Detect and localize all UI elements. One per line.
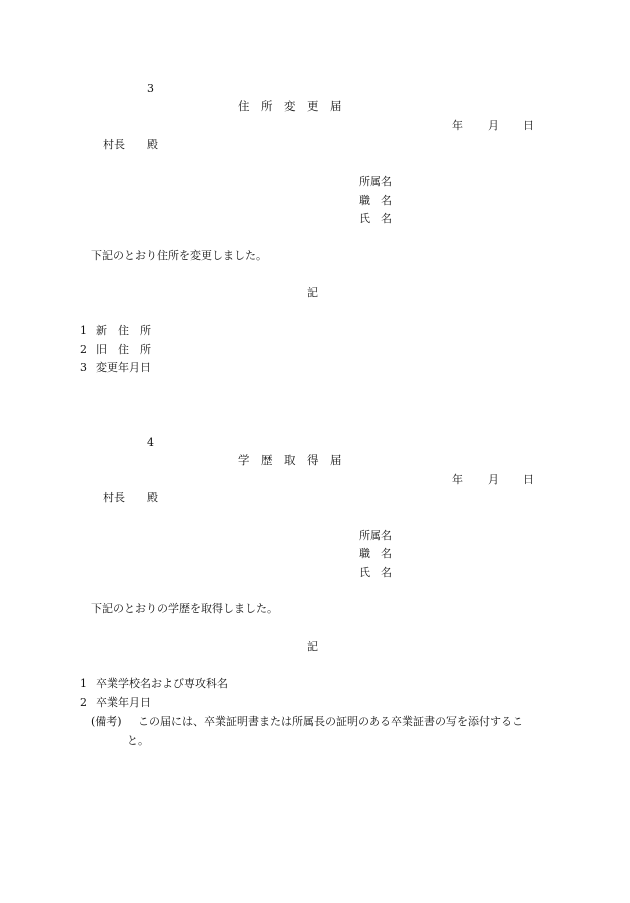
signature-position: 職 名	[359, 194, 392, 207]
date-year: 年	[452, 473, 463, 486]
addressee: 村長 殿	[103, 491, 158, 504]
form-title: 学 歴 取 得 届	[238, 453, 342, 467]
remarks-label: (備考)	[91, 715, 122, 728]
date-day: 日	[523, 119, 534, 132]
signature-affiliation: 所属名	[359, 529, 392, 542]
item-label: 旧 住 所	[96, 343, 151, 356]
form-number: 4	[147, 436, 154, 449]
form-title: 住 所 変 更 届	[238, 99, 342, 113]
date-day: 日	[523, 473, 534, 486]
item-label: 変更年月日	[96, 361, 151, 374]
form-number: 3	[147, 82, 154, 95]
signature-name: 氏 名	[359, 566, 392, 579]
item-label: 卒業年月日	[96, 696, 151, 709]
item-label: 卒業学校名および専攻科名	[96, 677, 228, 690]
item-number: 1	[80, 677, 87, 690]
date-month: 月	[488, 119, 499, 132]
date-month: 月	[488, 473, 499, 486]
item-number: 3	[80, 361, 87, 374]
ki-heading: 記	[307, 286, 318, 299]
signature-position: 職 名	[359, 547, 392, 560]
statement: 下記のとおりの学歴を取得しました。	[91, 602, 278, 615]
item-number: 1	[80, 324, 87, 337]
item-number: 2	[80, 343, 87, 356]
signature-name: 氏 名	[359, 212, 392, 225]
remarks-text-continuation: と。	[127, 734, 149, 747]
statement: 下記のとおり住所を変更しました。	[91, 249, 267, 262]
item-label: 新 住 所	[96, 324, 151, 337]
addressee: 村長 殿	[103, 138, 158, 151]
item-number: 2	[80, 696, 87, 709]
ki-heading: 記	[307, 640, 318, 653]
signature-affiliation: 所属名	[359, 175, 392, 188]
remarks-text: この届には、卒業証明書または所属長の証明のある卒業証書の写を添付するこ	[138, 715, 523, 728]
date-year: 年	[452, 119, 463, 132]
